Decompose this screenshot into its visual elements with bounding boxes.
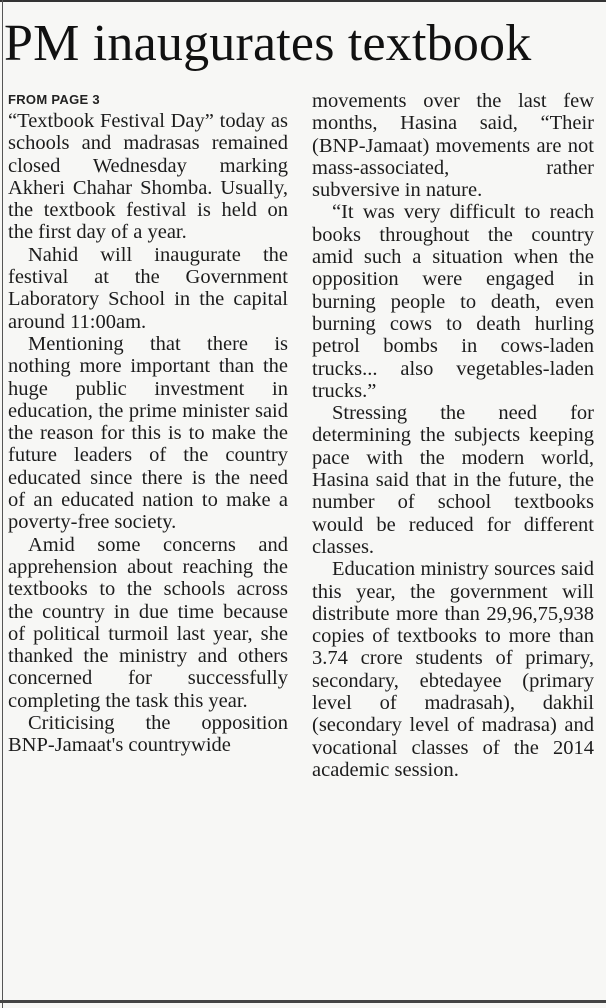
paragraph: Stressing the need for determining the subjects keeping pace with the modern world, Hasina said that in the future, the number of school textbooks would be reduced for different classes. <box>312 402 594 558</box>
paragraph: Amid some concerns and apprehension about reaching the textbooks to the schools across the country in due time because of political turmoil last year, she thanked the ministry and others concerned for successfully completing the task this year. <box>8 533 288 712</box>
paragraph: Mentioning that there is nothing more important than the huge public investment in education, the prime minister said the reason for this is to make the future leaders of the country educated since there is the need of an educated nation to make a poverty-free society. <box>8 332 288 534</box>
left-rule <box>2 0 3 1008</box>
paragraph: “Textbook Festival Day” today as schools and madrasas remained closed Wednesday marking Akheri Chahar Shomba. Usually, the textbook festival is held on the first day of a year. <box>8 110 288 244</box>
paragraph: Criticising the opposition BNP-Jamaat's countrywide <box>8 712 288 757</box>
headline: PM inaugurates textbook <box>4 15 532 72</box>
bottom-rule <box>0 1000 606 1003</box>
left-column <box>8 90 288 757</box>
paragraph: Nahid will inaugurate the festival at the Government Laboratory School in the capital around 11:00am. <box>8 243 288 333</box>
paragraph: Education ministry sources said this year, the government will distribute more than 29,96,75,938 copies of textbooks to more than 3.74 crore students of primary, secondary, ebtedayee (primary level of madrasah), dakhil (secondary level of madrasa) and vocational classes of the 2014 academic session. <box>312 558 594 781</box>
paragraph: movements over the last few months, Hasina said, “Their (BNP-Jamaat) movements are not mass-associated, rather subversive in nature. <box>312 90 594 202</box>
jump-line: FROM PAGE 3 <box>8 92 100 107</box>
paragraph: “It was very difficult to reach books throughout the country amid such a situation when the opposition were engaged in burning people to death, even burning cows to death hurling petrol bombs in cows-laden trucks... also vegetables-laden trucks.” <box>312 201 594 402</box>
right-column <box>312 90 594 781</box>
top-rule <box>0 0 606 2</box>
